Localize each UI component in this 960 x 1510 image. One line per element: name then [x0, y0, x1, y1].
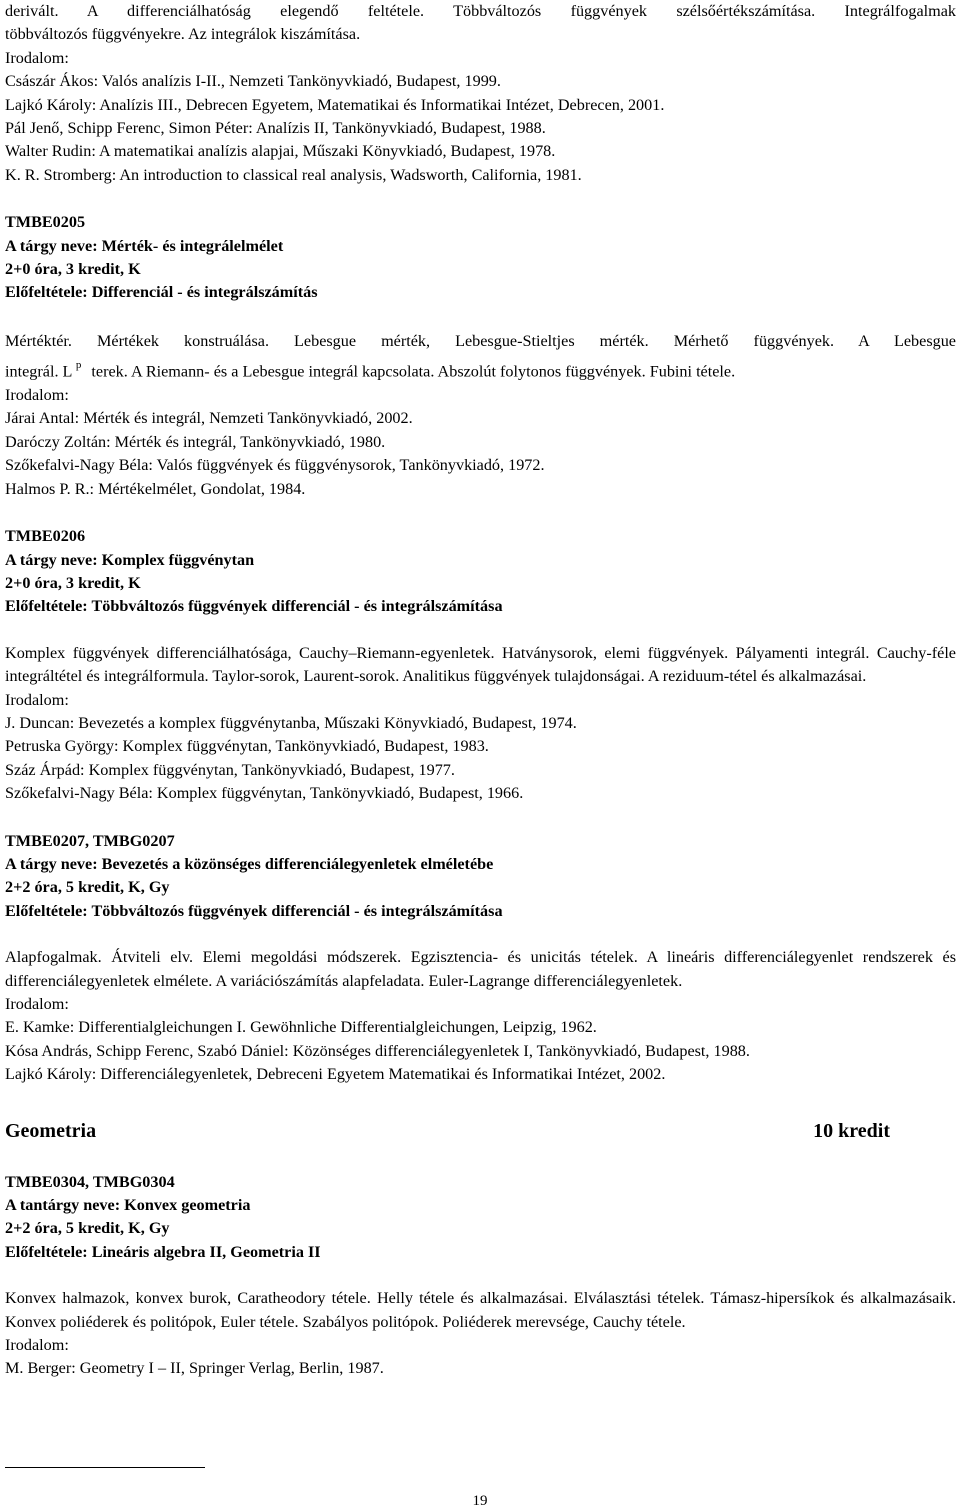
section-title: Geometria: [5, 1119, 97, 1142]
course-hours: 2+0 óra, 3 kredit, K: [5, 260, 141, 279]
irodalom-label: Irodalom:: [5, 690, 69, 709]
course-hours: 2+2 óra, 5 kredit, K, Gy: [5, 1219, 170, 1238]
course-description: Konvex halmazok, konvex burok, Caratheodory tétele. Helly tétele és alkalmazásai. Elválasztási tételek. Támasz-hipersíkok és alkalmazásaik. Konvex poliéderek és politópok, Euler tétele. Szabályos politópok. Poliéderek merevsége, Cauchy tétele.: [5, 1289, 956, 1331]
reference: Járai Antal: Mérték és integrál, Nemzeti Tankönyvkiadó, 2002.: [5, 409, 413, 428]
course-code: TMBE0205: [5, 213, 86, 232]
course-prereq: Előfeltétele: Többváltozós függvények differenciál - és integrálszámítása: [5, 597, 503, 616]
reference: Száz Árpád: Komplex függvénytan, Tankönyvkiadó, Budapest, 1977.: [5, 760, 455, 779]
intro-text-line-1: derivált. A differenciálhatóság elegendő feltétele. Többváltozós függvények szélsőértékszámítása. Integrálfogalmak: [5, 2, 956, 20]
intro-ref-4: Walter Rudin: A matematikai analízis alapjai, Műszaki Könyvkiadó, Budapest, 1978.: [5, 142, 556, 161]
lp-superscript: p: [75, 359, 82, 372]
intro-ref-1: Császár Ákos: Valós analízis I-II., Nemzeti Tankönyvkiadó, Budapest, 1999.: [5, 72, 501, 91]
course-prereq: Előfeltétele: Differenciál - és integrálszámítás: [5, 283, 318, 302]
reference: Halmos P. R.: Mértékelmélet, Gondolat, 1984.: [5, 479, 306, 498]
course-hours: 2+0 óra, 3 kredit, K: [5, 573, 141, 592]
course-name: A tárgy neve: Mérték- és integrálelmélet: [5, 236, 284, 255]
intro-text-line-2: többváltozós függvényekre. Az integrálok kiszámítása.: [5, 25, 361, 44]
reference: J. Duncan: Bevezetés a komplex függvénytanba, Műszaki Könyvkiadó, Budapest, 1974.: [5, 713, 577, 732]
course-code: TMBE0206: [5, 527, 86, 546]
intro-irodalom-label: Irodalom:: [5, 48, 69, 67]
section-credits: 10 kredit: [813, 1119, 890, 1142]
course-prereq: Előfeltétele: Többváltozós függvények differenciál - és integrálszámítása: [5, 901, 503, 920]
intro-ref-2: Lajkó Károly: Analízis III., Debrecen Egyetem, Matematikai és Informatikai Intézet, Debrecen, 2001.: [5, 95, 665, 114]
course-code: TMBE0207, TMBG0207: [5, 831, 175, 850]
reference: Kósa András, Schipp Ferenc, Szabó Dániel: Közönséges differenciálegyenletek I, Tankönyvkiadó, Budapest, 1988.: [5, 1041, 750, 1060]
course-tmbe0206: [5, 525, 956, 805]
reference: Petruska György: Komplex függvénytan, Tankönyvkiadó, Budapest, 1983.: [5, 737, 489, 756]
course-description-line-1: Mértéktér. Mértékek konstruálása. Lebesgue mérték, Lebesgue-Stieltjes mérték. Mérhető függvények. A Lebesgue: [5, 331, 956, 350]
document-page: [5, 0, 956, 1381]
irodalom-label: Irodalom:: [5, 386, 69, 405]
reference: E. Kamke: Differentialgleichungen I. Gewöhnliche Differentialgleichungen, Leipzig, 1962.: [5, 1018, 597, 1037]
course-tmbe0207: [5, 830, 956, 1087]
course-prereq: Előfeltétele: Lineáris algebra II, Geometria II: [5, 1242, 321, 1261]
section-heading: [5, 1117, 890, 1145]
page-number: 19: [472, 1493, 488, 1509]
course-code: TMBE0304, TMBG0304: [5, 1172, 175, 1191]
course-name: A tárgy neve: Komplex függvénytan: [5, 550, 255, 569]
footer-rule: [5, 1467, 205, 1468]
course-hours: 2+2 óra, 5 kredit, K, Gy: [5, 878, 170, 897]
intro-ref-5: K. R. Stromberg: An introduction to classical real analysis, Wadsworth, California, 1981.: [5, 165, 582, 184]
reference: Szőkefalvi-Nagy Béla: Valós függvények és függvénysorok, Tankönyvkiadó, 1972.: [5, 456, 545, 475]
course-tmbe0205: [5, 211, 956, 501]
reference: Daróczy Zoltán: Mérték és integrál, Tankönyvkiadó, 1980.: [5, 432, 386, 451]
course-description: Alapfogalmak. Átviteli elv. Elemi megoldási módszerek. Egzisztencia- és unicitás tételek. A lineáris differenciálegyenlet rendszerek és differenciálegyenletek elmélete. A variációszámítás alapfeladata. Euler-Lagrange differenciálegyenletek.: [5, 948, 956, 990]
reference: Szőkefalvi-Nagy Béla: Komplex függvénytan, Tankönyvkiadó, Budapest, 1966.: [5, 784, 524, 803]
desc-part-b: terek. A Riemann- és a Lebesgue integrál kapcsolata. Abszolút folytonos függvények. Fubini tétele.: [91, 362, 736, 381]
reference: Lajkó Károly: Differenciálegyenletek, Debreceni Egyetem Matematikai és Informatikai Intézet, 2002.: [5, 1065, 666, 1084]
reference: M. Berger: Geometry I – II, Springer Verlag, Berlin, 1987.: [5, 1359, 384, 1378]
course-name: A tantárgy neve: Konvex geometria: [5, 1196, 251, 1215]
course-name: A tárgy neve: Bevezetés a közönséges differenciálegyenletek elméletébe: [5, 854, 494, 873]
course-description: Komplex függvények differenciálhatósága, Cauchy–Riemann-egyenletek. Hatványsorok, elemi függvények. Pályamenti integrál. Cauchy-féle integráltétel és integrálformula. Taylor-sorok, Laurent-sorok. Analitikus függvények tulajdonságai. A reziduum-tétel és alkalmazásai.: [5, 643, 956, 686]
intro-ref-3: Pál Jenő, Schipp Ferenc, Simon Péter: Analízis II, Tankönyvkiadó, Budapest, 1988.: [5, 119, 546, 138]
course-description-line-2: [5, 356, 956, 384]
course-tmbe0304: [5, 1171, 956, 1381]
irodalom-label: Irodalom:: [5, 995, 69, 1014]
irodalom-label: Irodalom:: [5, 1336, 69, 1355]
desc-part-a: integrál. L: [5, 362, 72, 381]
